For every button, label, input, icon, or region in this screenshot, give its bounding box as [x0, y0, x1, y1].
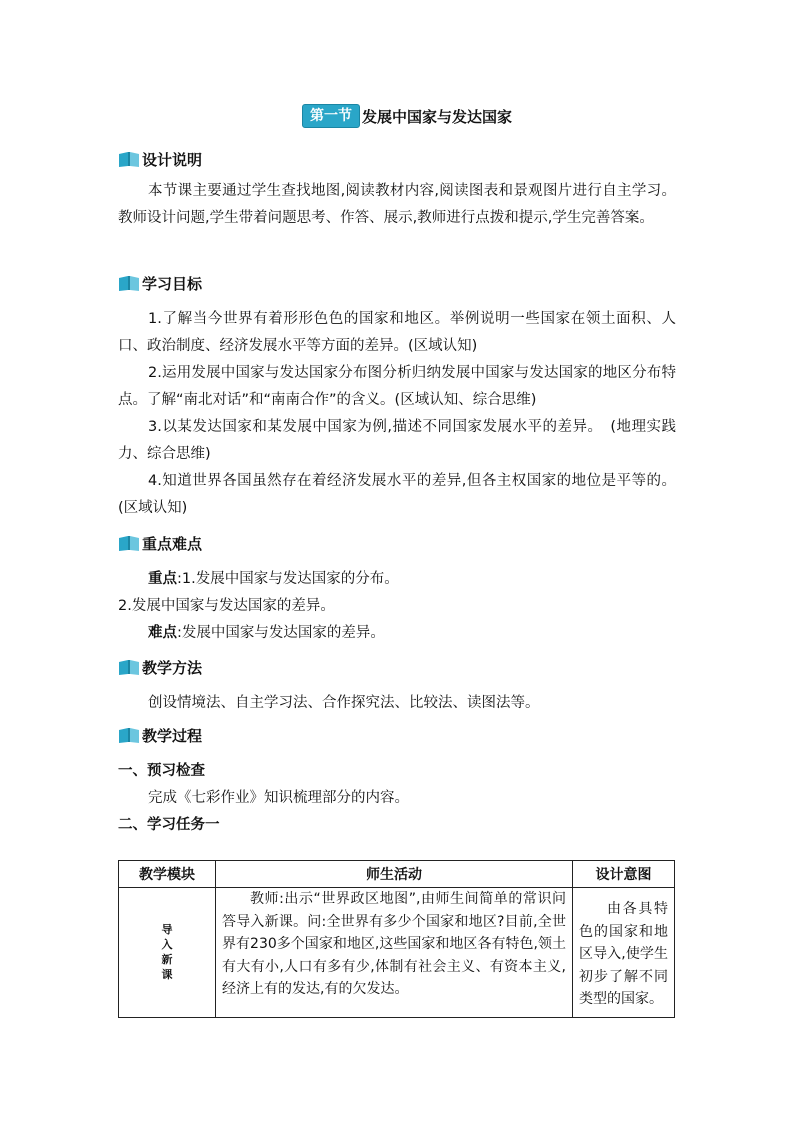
goal-item: 4.知道世界各国虽然存在着经济发展水平的差异,但各主权国家的地位是平等的。(区域认知): [118, 473, 676, 516]
heading-methods: [118, 656, 202, 678]
heading-text: 教学方法: [142, 658, 203, 677]
goal-item: 2.运用发展中国家与发达国家分布图分析归纳发展中国家与发达国家的地区分布特点。了解“南北对话”和“南南合作”的含义。(区域认知、综合思维): [118, 365, 676, 408]
heading-text: 教学过程: [142, 726, 203, 745]
lesson-table: [118, 860, 675, 1018]
module-label: 导入新课: [161, 923, 173, 982]
difficult-label: 难点: [148, 625, 177, 641]
heading-process: [118, 724, 202, 746]
goal-item: 3.以某发达国家和某发展中国家为例,描述不同国家发展水平的差异。 (地理实践力、综合思维): [118, 419, 676, 462]
book-icon: [118, 658, 140, 676]
key-text: :1.发展中国家与发达国家的分布。: [177, 571, 399, 587]
intent-text: 由各具特色的国家和地区导入,使学生初步了解不同类型的国家。: [579, 901, 668, 1007]
book-icon: [118, 726, 140, 744]
key-label: 重点: [148, 571, 177, 587]
heading-design: [118, 148, 202, 170]
heading-text: 学习目标: [142, 274, 203, 293]
page-title: 发展中国家与发达国家: [362, 107, 513, 126]
key-point-line: [148, 566, 399, 593]
module-cell: [119, 888, 216, 1018]
design-paragraph: 本节课主要通过学生查找地图,阅读教材内容,阅读图表和景观图片进行自主学习。教师设计问题,学生带着问题思考、作答、展示,教师进行点拨和提示,学生完善答案。: [118, 183, 676, 226]
book-icon: [118, 150, 140, 168]
heading-goals: [118, 272, 202, 294]
table-row: [119, 888, 675, 1018]
step-title: 二、学习任务一: [118, 817, 220, 833]
table-header: 设计意图: [573, 861, 675, 888]
intent-cell: [573, 888, 675, 1018]
section-title: [302, 104, 512, 128]
activity-cell: [216, 888, 573, 1018]
section-badge: 第一节: [302, 104, 360, 128]
book-icon: [118, 274, 140, 292]
table-header: 教学模块: [119, 861, 216, 888]
methods-paragraph: 创设情境法、自主学习法、合作探究法、比较法、读图法等。: [148, 695, 540, 711]
activity-text: 教师:出示“世界政区地图”,由师生间简单的常识问答导入新课。问:全世界有多少个国家和地区?目前,全世界有230多个国家和地区,这些国家和地区各有特色,领土有大有小,人口有多有少,体制有社会主义、有资本主义,经济上有的发达,有的欠发达。: [222, 891, 566, 997]
table-header: 师生活动: [216, 861, 573, 888]
heading-text: 设计说明: [142, 150, 203, 169]
book-icon: [118, 534, 140, 552]
heading-text: 重点难点: [142, 534, 203, 553]
key-point-line-2: 2.发展中国家与发达国家的差异。: [118, 598, 335, 614]
step-body: 完成《七彩作业》知识梳理部分的内容。: [148, 790, 409, 806]
difficult-text: :发展中国家与发达国家的差异。: [177, 625, 385, 641]
heading-keypoints: [118, 532, 202, 554]
goal-item: 1.了解当今世界有着形形色色的国家和地区。举例说明一些国家在领土面积、人口、政治制度、经济发展水平等方面的差异。(区域认知): [118, 311, 676, 354]
difficult-point-line: [148, 620, 385, 647]
step-title: 一、预习检查: [118, 763, 205, 779]
